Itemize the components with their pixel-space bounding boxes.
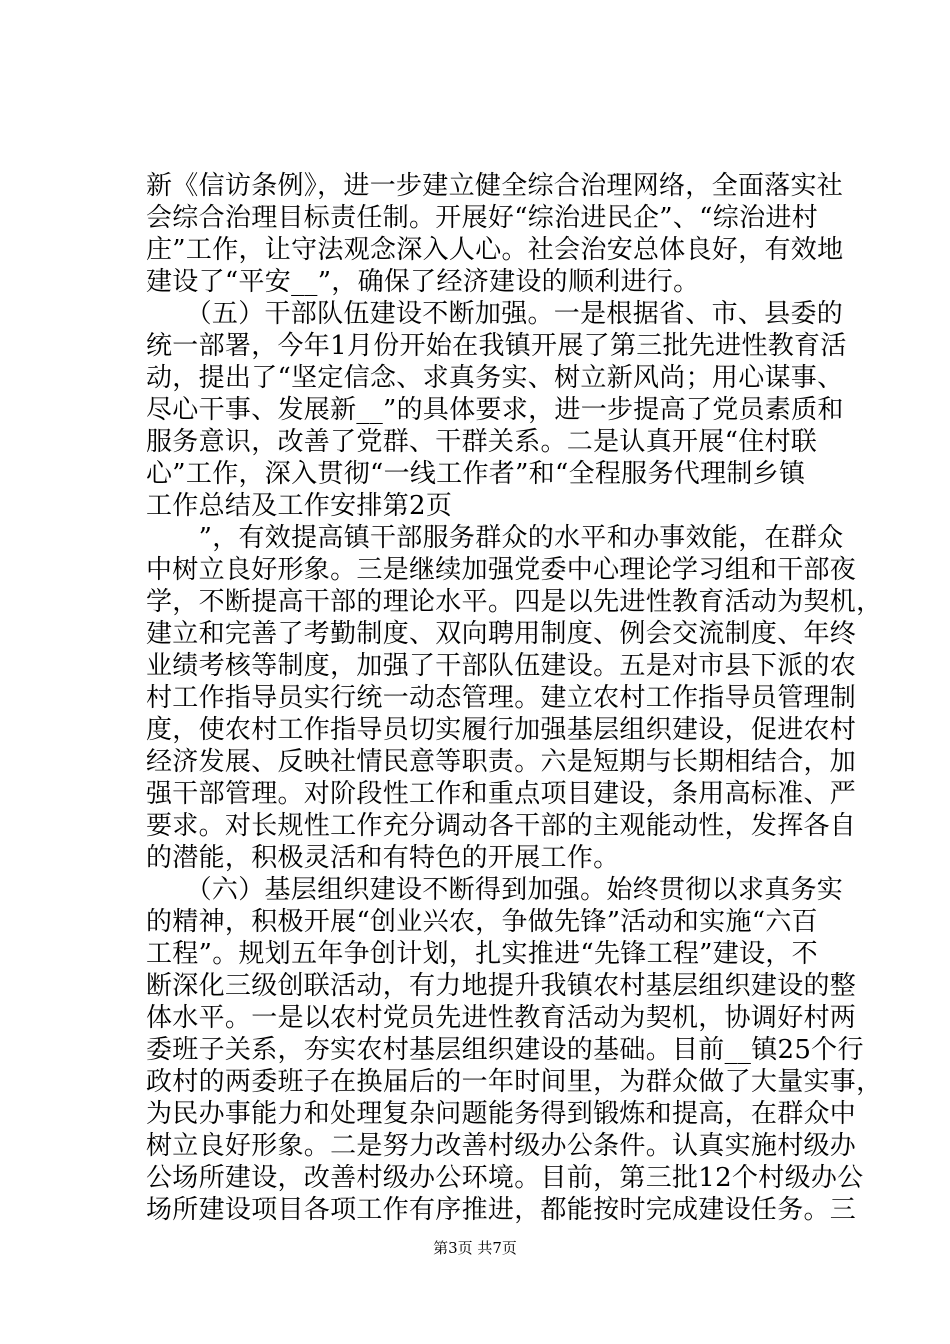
text-line: （六）基层组织建设不断得到加强。始终贯彻以求真务实 — [146, 875, 844, 905]
text-line: 的精神，积极开展“创业兴农，争做先锋”活动和实施“六百 — [146, 907, 818, 937]
page-number-footer: 第3页 共7页 — [433, 1239, 517, 1257]
text-line: 经济发展、反映社情民意等职责。六是短期与长期相结合，加 — [146, 747, 857, 777]
text-line: 尽心干事、发展新__”的具体要求，进一步提高了党员素质和 — [146, 395, 844, 425]
text-line: 树立良好形象。二是努力改善村级办公条件。认真实施村级办 — [146, 1131, 857, 1161]
text-line: 公场所建设，改善村级办公环境。目前，第三批12个村级办公 — [146, 1163, 864, 1193]
text-line: 工作总结及工作安排第2页 — [146, 491, 453, 521]
text-line: 村工作指导员实行统一动态管理。建立农村工作指导员管理制 — [146, 683, 857, 713]
text-line: ”，有效提高镇干部服务群众的水平和办事效能，在群众 — [146, 523, 844, 553]
text-line: 为民办事能力和处理复杂问题能务得到锻炼和提高，在群众中 — [146, 1099, 857, 1129]
text-line: 要求。对长规性工作充分调动各干部的主观能动性，发挥各自 — [146, 811, 857, 841]
text-line: 动，提出了“坚定信念、求真务实、树立新风尚；用心谋事、 — [146, 363, 844, 393]
text-line: 政村的两委班子在换届后的一年时间里，为群众做了大量实事， — [146, 1067, 883, 1097]
text-line: 会综合治理目标责任制。开展好“综治进民企”、“综治进村 — [146, 203, 818, 233]
text-line: 中树立良好形象。三是继续加强党委中心理论学习组和干部夜 — [146, 555, 857, 585]
text-line: 场所建设项目各项工作有序推进，都能按时完成建设任务。三 — [146, 1195, 857, 1225]
text-line: 统一部署，今年1月份开始在我镇开展了第三批先进性教育活 — [146, 331, 847, 361]
text-line: 业绩考核等制度，加强了干部队伍建设。五是对市县下派的农 — [146, 651, 857, 681]
text-line: （五）干部队伍建设不断加强。一是根据省、市、县委的 — [146, 299, 844, 329]
text-line: 体水平。一是以农村党员先进性教育活动为契机，协调好村两 — [146, 1003, 857, 1033]
text-line: 服务意识，改善了党群、干群关系。二是认真开展“住村联 — [146, 427, 818, 457]
text-line: 建立和完善了考勤制度、双向聘用制度、例会交流制度、年终 — [146, 619, 857, 649]
text-line: 建设了“平安__”，确保了经济建设的顺利进行。 — [146, 267, 700, 297]
text-line: 新《信访条例》，进一步建立健全综合治理网络，全面落实社 — [146, 171, 844, 201]
text-line: 度，使农村工作指导员切实履行加强基层组织建设，促进农村 — [146, 715, 857, 745]
text-line: 断深化三级创联活动，有力地提升我镇农村基层组织建设的整 — [146, 971, 857, 1001]
text-line: 委班子关系，夯实农村基层组织建设的基础。目前__镇25个行 — [146, 1035, 864, 1065]
text-line: 工程”。规划五年争创计划，扎实推进“先锋工程”建设，不 — [146, 939, 818, 969]
text-line: 强干部管理。对阶段性工作和重点项目建设，条用高标准、严 — [146, 779, 857, 809]
text-line: 庄”工作，让守法观念深入人心。社会治安总体良好，有效地 — [146, 235, 844, 265]
text-line: 学，不断提高干部的理论水平。四是以先进性教育活动为契机， — [146, 587, 883, 617]
text-line: 的潜能，积极灵活和有特色的开展工作。 — [146, 843, 620, 873]
text-line: 心”工作，深入贯彻“一线工作者”和“全程服务代理制乡镇 — [146, 459, 806, 489]
document-body — [146, 170, 883, 1226]
